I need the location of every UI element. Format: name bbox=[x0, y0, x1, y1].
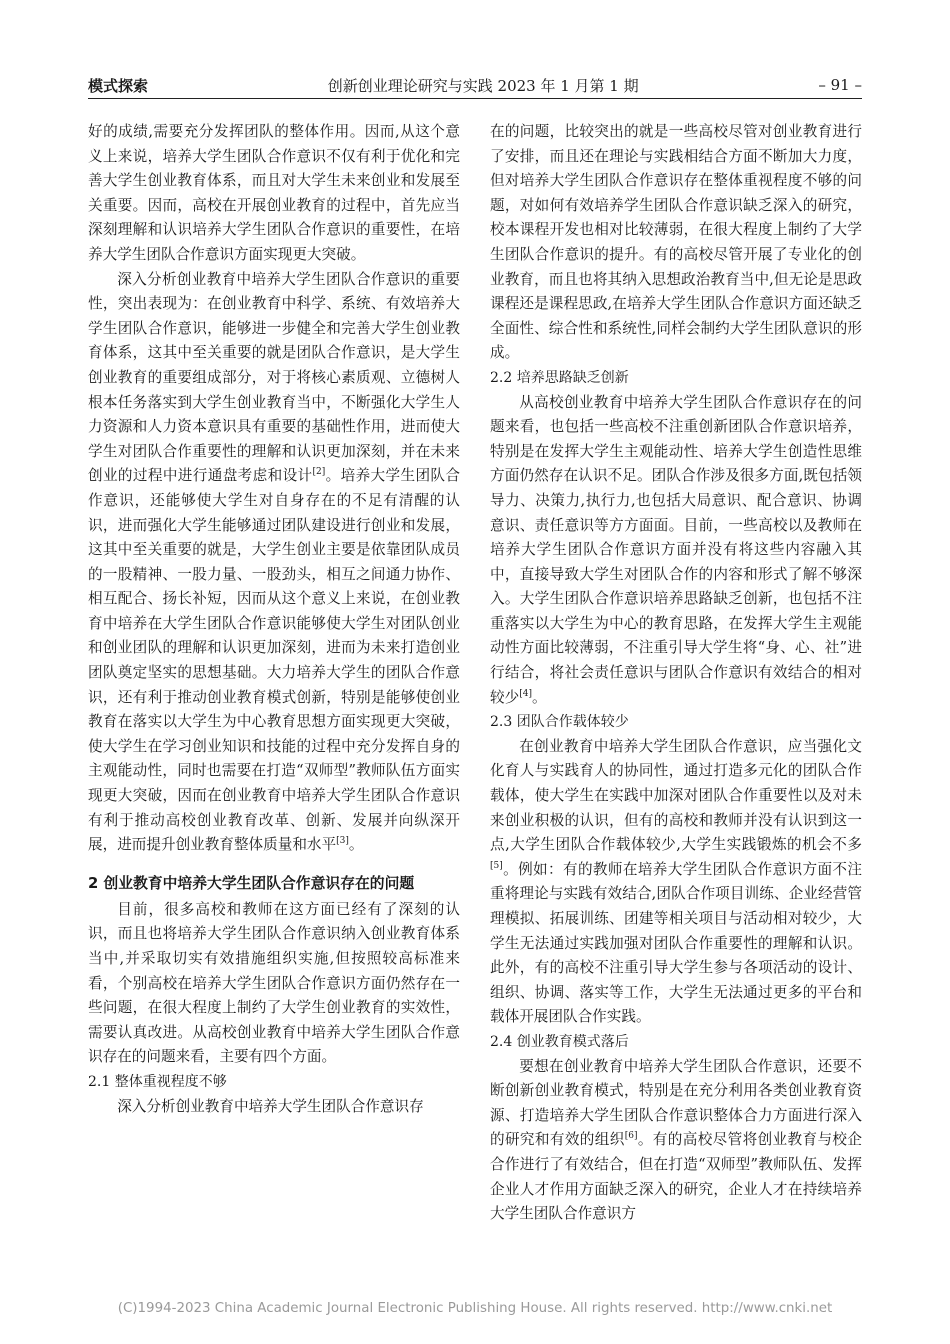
paragraph: 在创业教育中培养大学生团队合作意识，应当强化文化育人与实践育人的协同性，通过打造多元化的团队合作载体，使大学生在实践中加深对团队合作重要性以及对未来创业积极的认识，但有的高校和教师并没有认识到这一点,大学生团队合作载体较少,大学生实践锻炼的机会不多[5]。例如：有的教师在培养大学生团队合作意识方面不注重将理论与实践有效结合,团队合作项目训练、企业经营管理模拟、拓展训练、团建等相关项目与活动相对较少，大学生无法通过实践加强对团队合作重要性的理解和认识。此外，有的高校不注重引导大学生参与各项活动的设计、组织、协调、落实等工作，大学生无法通过更多的平台和载体开展团队合作实践。 bbox=[490, 737, 862, 1026]
left-column bbox=[88, 120, 460, 1119]
paragraph: 目前，很多高校和教师在这方面已经有了深刻的认识，而且也将培养大学生团队合作意识纳入创业教育体系当中,并采取切实有效措施组织实施,但按照较高标准来看，个别高校在培养大学生团队合作意识方面仍然存在一些问题，在很大程度上制约了大学生创业教育的实效性，需要认真改进。从高校创业教育中培养大学生团队合作意识存在的问题来看，主要有四个方面。 bbox=[88, 900, 460, 1066]
citation: [4] bbox=[519, 688, 532, 699]
paragraph: 深入分析创业教育中培养大学生团队合作意识存 bbox=[117, 1097, 424, 1115]
copyright-footer: (C)1994-2023 China Academic Journal Electronic Publishing House. All rights reserved. http://www.cnki.net bbox=[117, 1301, 833, 1316]
subsection-heading: 2.1 整体重视程度不够 bbox=[88, 1073, 227, 1090]
paragraph: 深入分析创业教育中培养大学生团队合作意识的重要性，突出表现为：在创业教育中科学、系统、有效培养大学生团队合作意识，能够进一步健全和完善大学生创业教育体系，这其中至关重要的就是团队合作意识，是大学生创业教育的重要组成部分，对于将核心素质观、立德树人根本任务落实到大学生创业教育当中，不断强化大学生人力资源和人力资本意识具有重要的基础性作用，进而使大学生对团队合作重要性的理解和认识更加深刻，并在未来创业的过程中进行通盘考虑和设计[2]。培养大学生团队合作意识，还能够使大学生对自身存在的不足有清醒的认识，进而强化大学生能够通过团队建设进行创业和发展，这其中至关重要的就是，大学生创业主要是依靠团队成员的一股精神、一股力量、一股劲头，相互之间通力协作、相互配合、扬长补短，因而从这个意义上来说，在创业教育中培养在大学生团队合作意识能够使大学生对团队创业和创业团队的理解和认识更加深刻，进而为未来打造创业团队奠定坚实的思想基础。大力培养大学生的团队合作意识，还有利于推动创业教育模式创新，特别是能够使创业教育在落实以大学生为中心教育思想方面实现更大突破，使大学生在学习创业知识和技能的过程中充分发挥自身的主观能动性，同时也需要在打造“双师型”教师队伍方面实现更大突破，因而在创业教育中培养大学生团队合作意识有利于推动高校创业教育改革、创新、发展并向纵深开展，进而提升创业教育整体质量和水平[3]。 bbox=[88, 270, 460, 854]
header-journal: 创新创业理论研究与实践 2023 年 1 月第 1 期 bbox=[327, 76, 639, 95]
paragraph: 从高校创业教育中培养大学生团队合作意识存在的问题来看，也包括一些高校不注重创新团队合作意识培养，特别是在发挥大学生主观能动性、培养大学生创造性思维方面仍然存在认识不足。团队合作涉及很多方面,既包括领导力、决策力,执行力,也包括大局意识、配合意识、协调意识、责任意识等方方面面。目前，一些高校以及教师在培养大学生团队合作意识方面并没有将这些内容融入其中，直接导致大学生对团队合作的内容和形式了解不够深入。大学生团队合作意识培养思路缺乏创新，也包括不注重落实以大学生为中心的教育思路，在发挥大学生主观能动性方面比较薄弱，不注重引导大学生将“身、心、社”进行结合，将社会责任意识与团队合作意识有效结合的相对较少[4]。 bbox=[490, 393, 862, 706]
paragraph: 好的成绩,需要充分发挥团队的整体作用。因而,从这个意义上来说，培养大学生团队合作意识不仅有利于优化和完善大学生创业教育体系，而且对大学生未来创业和发展至关重要。因而，高校在开展创业教育的过程中，首先应当深刻理解和认识培养大学生团队合作意识的重要性，在培养大学生团队合作意识方面实现更大突破。 bbox=[88, 123, 460, 263]
citation: [5] bbox=[490, 860, 503, 871]
subsection-heading: 2.2 培养思路缺乏创新 bbox=[490, 369, 629, 386]
paragraph: 要想在创业教育中培养大学生团队合作意识，还要不断创新创业教育模式，特别是在充分利用各类创业教育资源、打造培养大学生团队合作意识整体合力方面进行深入的研究和有效的组织[6]。有的高校尽管将创业教育与校企合作进行了有效结合，但在打造“双师型”教师队伍、发挥企业人才作用方面缺乏深入的研究，企业人才在持续培养大学生团队合作意识方 bbox=[490, 1057, 862, 1223]
header-page-number: – 91 – bbox=[818, 76, 862, 94]
citation: [2] bbox=[312, 467, 326, 478]
paragraph: 在的问题，比较突出的就是一些高校尽管对创业教育进行了安排，而且还在理论与实践相结合方面不断加大力度，但对培养大学生团队合作意识存在整体重视程度不够的问题，对如何有效培养学生团队合作意识缺乏深入的研究，校本课程开发也相对比较薄弱，在很大程度上制约了大学生团队合作意识的提升。有的高校尽管开展了专业化的创业教育，而且也将其纳入思想政治教育当中,但无论是思政课程还是课程思政,在培养大学生团队合作意识方面还缺乏全面性、综合性和系统性,同样会制约大学生团队意识的形成。 bbox=[490, 123, 862, 362]
subsection-heading: 2.3 团队合作载体较少 bbox=[490, 714, 629, 731]
running-header bbox=[88, 72, 862, 99]
section-heading: 2 创业教育中培养大学生团队合作意识存在的问题 bbox=[88, 874, 415, 892]
header-section: 模式探索 bbox=[88, 76, 149, 95]
subsection-heading: 2.4 创业教育模式落后 bbox=[490, 1033, 629, 1050]
citation: [3] bbox=[336, 836, 349, 847]
citation: [6] bbox=[624, 1131, 638, 1142]
right-column bbox=[490, 120, 862, 1227]
